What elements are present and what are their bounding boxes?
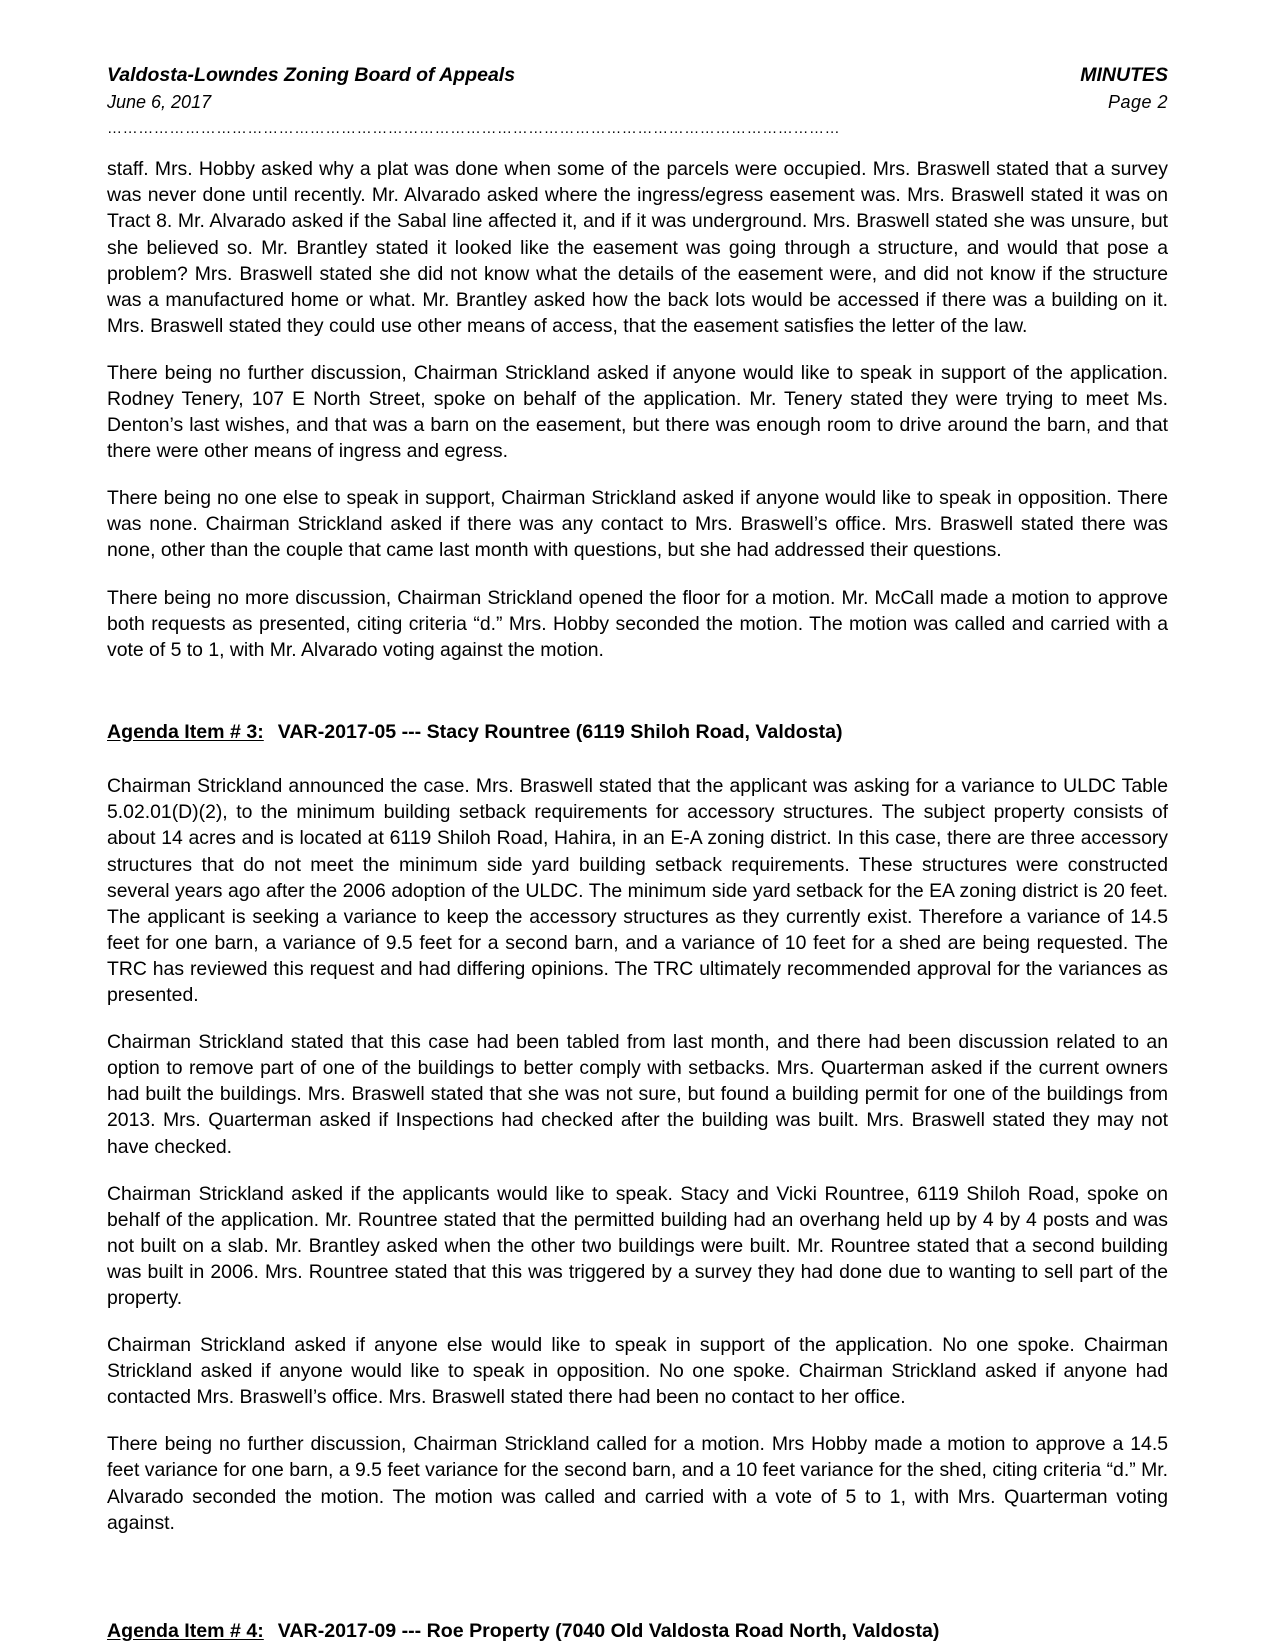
agenda-item-4-number: Agenda Item # 4: (107, 1619, 264, 1642)
agenda-item-3-number: Agenda Item # 3: (107, 720, 264, 743)
agenda-item-3-title: VAR-2017-05 --- Stacy Rountree (6119 Shiloh Road, Valdosta) (277, 720, 843, 743)
agenda-item-3-heading (107, 720, 1168, 745)
paragraph: There being no further discussion, Chairman Strickland called for a motion. Mrs Hobby made a motion to approve a 14.5 feet variance for one barn, a 9.5 feet variance for the second barn, and a 10 feet variance for the shed, citing criteria “d.” Mr. Alvarado seconded the motion. The motion was called and carried with a vote of 5 to 1, with Mrs. Quarterman voting against. (107, 1433, 1168, 1534)
organization-title: Valdosta-Lowndes Zoning Board of Appeals (107, 64, 516, 86)
minutes-body (107, 156, 1168, 1644)
paragraph: There being no further discussion, Chairman Strickland asked if anyone would like to speak in support of the application. Rodney Tenery, 107 E North Street, spoke on behalf of the application. Mr. Tenery stated they were trying to meet Ms. Denton’s last wishes, and that was a barn on the easement, but there was enough room to drive around the barn, and that there were other means of ingress and egress. (107, 361, 1168, 463)
paragraph: Chairman Strickland asked if anyone else would like to speak in support of the application. No one spoke. Chairman Strickland asked if anyone would like to speak in opposition. No one spoke. Chairman Strickland asked if anyone had contacted Mrs. Braswell’s office. Mrs. Braswell stated there had been no contact to her office. (107, 1334, 1168, 1409)
section-spacer (107, 684, 1168, 720)
meeting-date: June 6, 2017 (107, 91, 212, 112)
agenda-item-4-heading (107, 1619, 1168, 1644)
paragraph: Chairman Strickland stated that this case had been tabled from last month, and there had been discussion related to an option to remove part of one of the buildings to better comply with setbacks. Mrs. Quarterman asked if the current owners had built the buildings. Mrs. Braswell stated that she was not sure, but found a building permit for one of the buildings from 2013. Mrs. Quarterman asked if Inspections had checked after the building was built. Mrs. Braswell stated they may not have checked. (107, 1031, 1168, 1158)
section-spacer (107, 1557, 1168, 1619)
page-number: Page 2 (1107, 91, 1168, 112)
document-header (107, 62, 1168, 115)
header-left (107, 62, 515, 115)
document-type: MINUTES (1080, 64, 1168, 86)
paragraph: Chairman Strickland announced the case. Mrs. Braswell stated that the applicant was asking for a variance to ULDC Table 5.02.01(D)(2), to the minimum building setback requirements for accessory structures. The subject property consists of about 14 acres and is located at 6119 Shiloh Road, Hahira, in an E-A zoning district. In this case, there are three accessory structures that do not meet the minimum side yard building setback requirements. These structures were constructed several years ago after the 2006 adoption of the ULDC. The minimum side yard setback for the EA zoning district is 20 feet. The applicant is seeking a variance to keep the accessory structures as they currently exist. Therefore a variance of 14.5 feet for one barn, a variance of 9.5 feet for a second barn, and a variance of 10 feet for a shed are being requested. The TRC has reviewed this request and had differing opinions. The TRC ultimately recommended approval for the variances as presented. (107, 775, 1168, 1007)
agenda-item-4-title: VAR-2017-09 --- Roe Property (7040 Old Valdosta Road North, Valdosta) (277, 1619, 940, 1642)
paragraph: There being no one else to speak in support, Chairman Strickland asked if anyone would like to speak in opposition. There was none. Chairman Strickland asked if there was any contact to Mrs. Braswell’s office. Mrs. Braswell stated there was none, other than the couple that came last month with questions, but she had addressed their questions. (107, 487, 1168, 562)
header-divider: …………………………………………………………………………………………………………………………… (107, 124, 841, 138)
paragraph: Chairman Strickland asked if the applicants would like to speak. Stacy and Vicki Rountree, 6119 Shiloh Road, spoke on behalf of the application. Mr. Rountree stated that the permitted building had an overhang held up by 4 by 4 posts and was not built on a slab. Mr. Brantley asked when the other two buildings were built. Mr. Rountree stated that a second building was built in 2006. Mrs. Rountree stated that this was triggered by a survey they had done due to wanting to sell part of the property. (107, 1182, 1168, 1309)
paragraph: staff. Mrs. Hobby asked why a plat was done when some of the parcels were occupied. Mrs. Braswell stated that a survey was never done until recently. Mr. Alvarado asked where the ingress/egress easement was. Mrs. Braswell stated it was on Tract 8. Mr. Alvarado asked if the Sabal line affected it, and if it was underground. Mrs. Braswell stated she was unsure, but she believed so. Mr. Brantley stated it looked like the easement was going through a structure, and would that pose a problem? Mrs. Braswell stated she did not know what the details of the easement were, and did not know if the structure was a manufactured home or what. Mr. Brantley asked how the back lots would be accessed if there was a building on it. Mrs. Braswell stated they could use other means of access, that the easement satisfies the letter of the law. (107, 158, 1168, 337)
section-spacer (107, 745, 1168, 773)
paragraph: There being no more discussion, Chairman Strickland opened the floor for a motion. Mr. McCall made a motion to approve both requests as presented, citing criteria “d.” Mrs. Hobby seconded the motion. The motion was called and carried with a vote of 5 to 1, with Mr. Alvarado voting against the motion. (107, 586, 1168, 661)
header-right (1080, 62, 1168, 115)
